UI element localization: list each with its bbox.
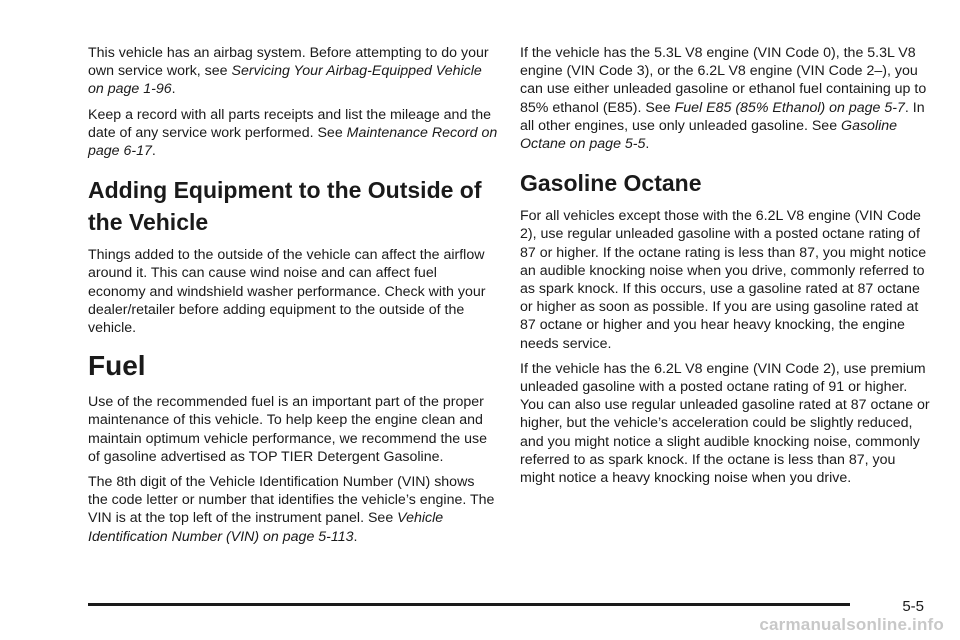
record-text-end: . — [151, 143, 156, 160]
airbag-paragraph — [88, 44, 498, 99]
vin-text-end: . — [353, 528, 358, 545]
vin-paragraph — [88, 473, 498, 546]
footer-rule — [88, 603, 850, 606]
airbag-reference-link[interactable]: Servicing Your Airbag-Equipped Vehicle on page 1-96 — [88, 63, 482, 98]
airbag-text: This vehicle has an airbag system. Before attempting to do your own service work, see — [88, 45, 489, 80]
e85-paragraph — [520, 44, 932, 153]
fuel-e85-link[interactable]: Fuel E85 (85% Ethanol) on page 5-7 — [674, 99, 905, 116]
e85-text: If the vehicle has the 5.3L V8 engine (VIN Code 0), the 5.3L V8 engine (VIN Code 3), or the 6.2L V8 engine (VIN Code 2–), you can use either unleaded gasoline or ethanol fuel containing up to 85% ethanol (E85). See — [520, 45, 927, 116]
page-number: 5-5 — [902, 598, 924, 615]
record-paragraph — [88, 106, 498, 161]
right-column — [520, 44, 932, 494]
vin-text: The 8th digit of the Vehicle Identification Number (VIN) shows the code letter or number that identifies the vehicle’s engine. The VIN is at the top left of the instrument panel. See — [88, 474, 495, 527]
gasoline-octane-link[interactable]: Gasoline Octane on page 5-5 — [520, 117, 898, 153]
airbag-text-end: . — [171, 81, 176, 98]
gasoline-octane-heading: Gasoline Octane — [520, 170, 702, 197]
left-column — [88, 44, 498, 553]
octane-paragraph: For all vehicles except those with the 6.2L V8 engine (VIN Code 2), use regular unleaded gasoline with a posted octane rating of 87 or higher. If the octane rating is less than 87, you might notice an audible knocking noise when you drive, commonly referred to as spark knock. If this occurs, use a gasoline rated at 87 octane or higher as soon as possible. If you are using gasoline rated at 87 octane or higher and you hear heavy knocking, the engine needs service. — [520, 208, 927, 352]
watermark: carmanualsonline.info — [759, 615, 944, 634]
fuel-paragraph: Use of the recommended fuel is an important part of the proper maintenance of this vehicle. To help keep the engine clean and maintain optimum vehicle performance, we recommend the use of gasoline advertised as TOP TIER Detergent Gasoline. — [88, 394, 488, 465]
e85-text-mid: . In all other engines, use only unleaded gasoline. See — [520, 99, 925, 134]
maintenance-record-link[interactable]: Maintenance Record on page 6-17 — [88, 124, 498, 160]
record-text: Keep a record with all parts receipts and list the mileage and the date of any service work performed. See — [88, 106, 491, 141]
adding-equipment-heading: Adding Equipment to the Outside of the Vehicle — [88, 177, 482, 236]
fuel-heading: Fuel — [88, 350, 146, 382]
e85-text-end: . — [645, 136, 650, 153]
premium-paragraph: If the vehicle has the 6.2L V8 engine (VIN Code 2), use premium unleaded gasoline with a posted octane rating of 91 or higher. You can also use regular unleaded gasoline rated at 87 octane or higher, but the vehicle’s acceleration could be slightly reduced, and you might notice a slight audible knocking noise, commonly referred to as spark knock. If the octane is less than 87, you might notice a heavy knocking noise when you drive. — [520, 360, 930, 487]
vin-reference-link[interactable]: Vehicle Identification Number (VIN) on page 5-113 — [88, 510, 444, 545]
adding-equipment-paragraph: Things added to the outside of the vehicle can affect the airflow around it. This can cause wind noise and can affect fuel economy and windshield washer performance. Check with your dealer/retailer before adding equipment to the outside of the vehicle. — [88, 247, 486, 337]
